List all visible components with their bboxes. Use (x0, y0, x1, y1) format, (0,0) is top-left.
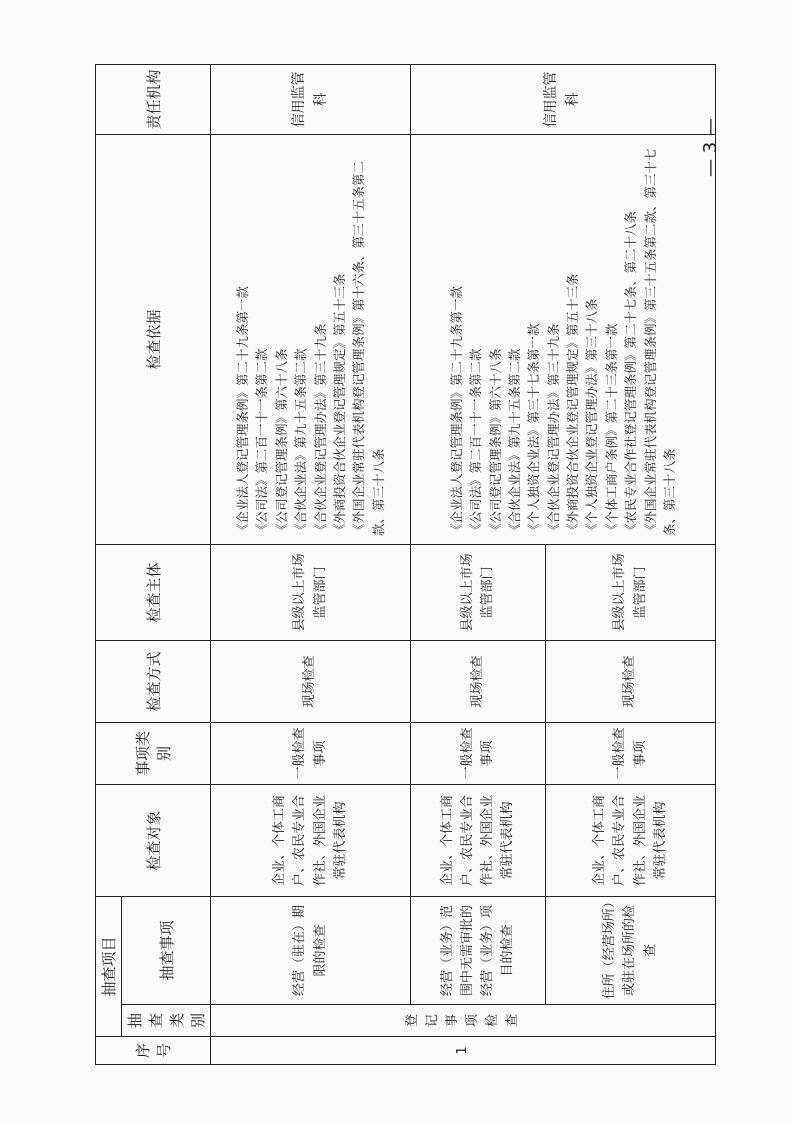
basis-line: 《公司登记管理条例》第六十八条 (273, 348, 289, 536)
type-2: 一般检查事项 (411, 722, 546, 784)
basis-line: 《企业法人登记管理条例》第二十九条第一款 (235, 285, 250, 536)
basis-line: 《外商投资合伙企业登记管理规定》第五十三条 (331, 273, 347, 536)
basis-line: 《个人独资企业法》第三十七条第一款 (526, 323, 542, 536)
row-seq: 1 (211, 1037, 716, 1065)
basis-line: 《企业法人登记管理条例》第二十九条第一款 (448, 285, 464, 536)
subject-2: 县级以上市场监管部门 (411, 544, 546, 640)
basis-line: 《公司登记管理条例》第六十八条 (487, 348, 503, 536)
basis-line: 《合伙企业法》第九十五条第二款 (293, 348, 309, 536)
header-type: 事项类别 (96, 722, 211, 784)
header-category: 抽查类别 (122, 1005, 211, 1037)
org-1: 信用监管科 (211, 64, 411, 134)
basis-1 (211, 134, 411, 544)
basis-line: 《公司法》第二百一十一条第二款 (254, 348, 270, 536)
org-2: 信用监管科 (411, 64, 716, 134)
header-project: 抽查项目 (96, 896, 122, 1036)
header-org: 责任机构 (96, 64, 211, 134)
item-1: 经营（驻在）期限的检查 (211, 896, 411, 1004)
basis-line: 《合伙企业法》第九十五条第二款 (506, 348, 522, 536)
method-2: 现场检查 (411, 640, 546, 722)
basis-line: 《合伙企业登记管理办法》第三十九条 (545, 323, 561, 536)
method-3: 现场检查 (546, 640, 716, 722)
header-item: 抽查事项 (122, 896, 211, 1004)
basis-line: 《外商投资合伙企业登记管理规定》第五十三条 (565, 273, 580, 536)
row-category: 登记事项检查 (211, 1005, 716, 1037)
basis-line: 《个人独资企业登记管理办法》第三十八条 (584, 298, 600, 536)
basis-line: 《个体工商户条例》第二十三条第一款 (603, 323, 619, 536)
header-subject: 检查主体 (96, 544, 211, 640)
subject-1: 县级以上市场监管部门 (211, 544, 411, 640)
basis-line: 《外国企业常驻代表机构登记管理条例》第十六条、第三十五条第二款、第三十八条 (351, 160, 386, 536)
type-3: 一般检查事项 (546, 722, 716, 784)
basis-line: 《农民专业合作社登记管理条例》第二十七条、第二十八条 (623, 210, 639, 536)
object-1: 企业、个体工商户、农民专业合作社、外国企业常驻代表机构 (211, 784, 411, 896)
header-seq: 序号 (96, 1037, 211, 1065)
basis-line: 《外国企业常驻代表机构登记管理条例》第三十五条第二款、第三十七条、第三十八条 (642, 148, 677, 536)
inspection-table (95, 64, 716, 1065)
object-2: 企业、个体工商户、农民专业合作社、外国企业常驻代表机构 (411, 784, 546, 896)
header-method: 检查方式 (96, 640, 211, 722)
method-1: 现场检查 (211, 640, 411, 722)
item-3: 住所（经营场所）或驻在场所的检查 (546, 896, 716, 1004)
basis-2 (411, 134, 716, 544)
basis-line: 《合伙企业登记管理办法》第三十九条 (312, 323, 328, 536)
inspection-table-landscape (95, 65, 677, 1065)
page-number: — 3 — (700, 118, 721, 178)
basis-line: 《公司法》第二百一十一条第二款 (468, 348, 484, 536)
item-2: 经营（业务）范围中无需审批的经营（业务）项目的检查 (411, 896, 546, 1004)
header-object: 检查对象 (96, 784, 211, 896)
header-basis: 检查依据 (96, 134, 211, 544)
subject-3: 县级以上市场监管部门 (546, 544, 716, 640)
object-3: 企业、个体工商户、农民专业合作社、外国企业常驻代表机构 (546, 784, 716, 896)
type-1: 一般检查事项 (211, 722, 411, 784)
